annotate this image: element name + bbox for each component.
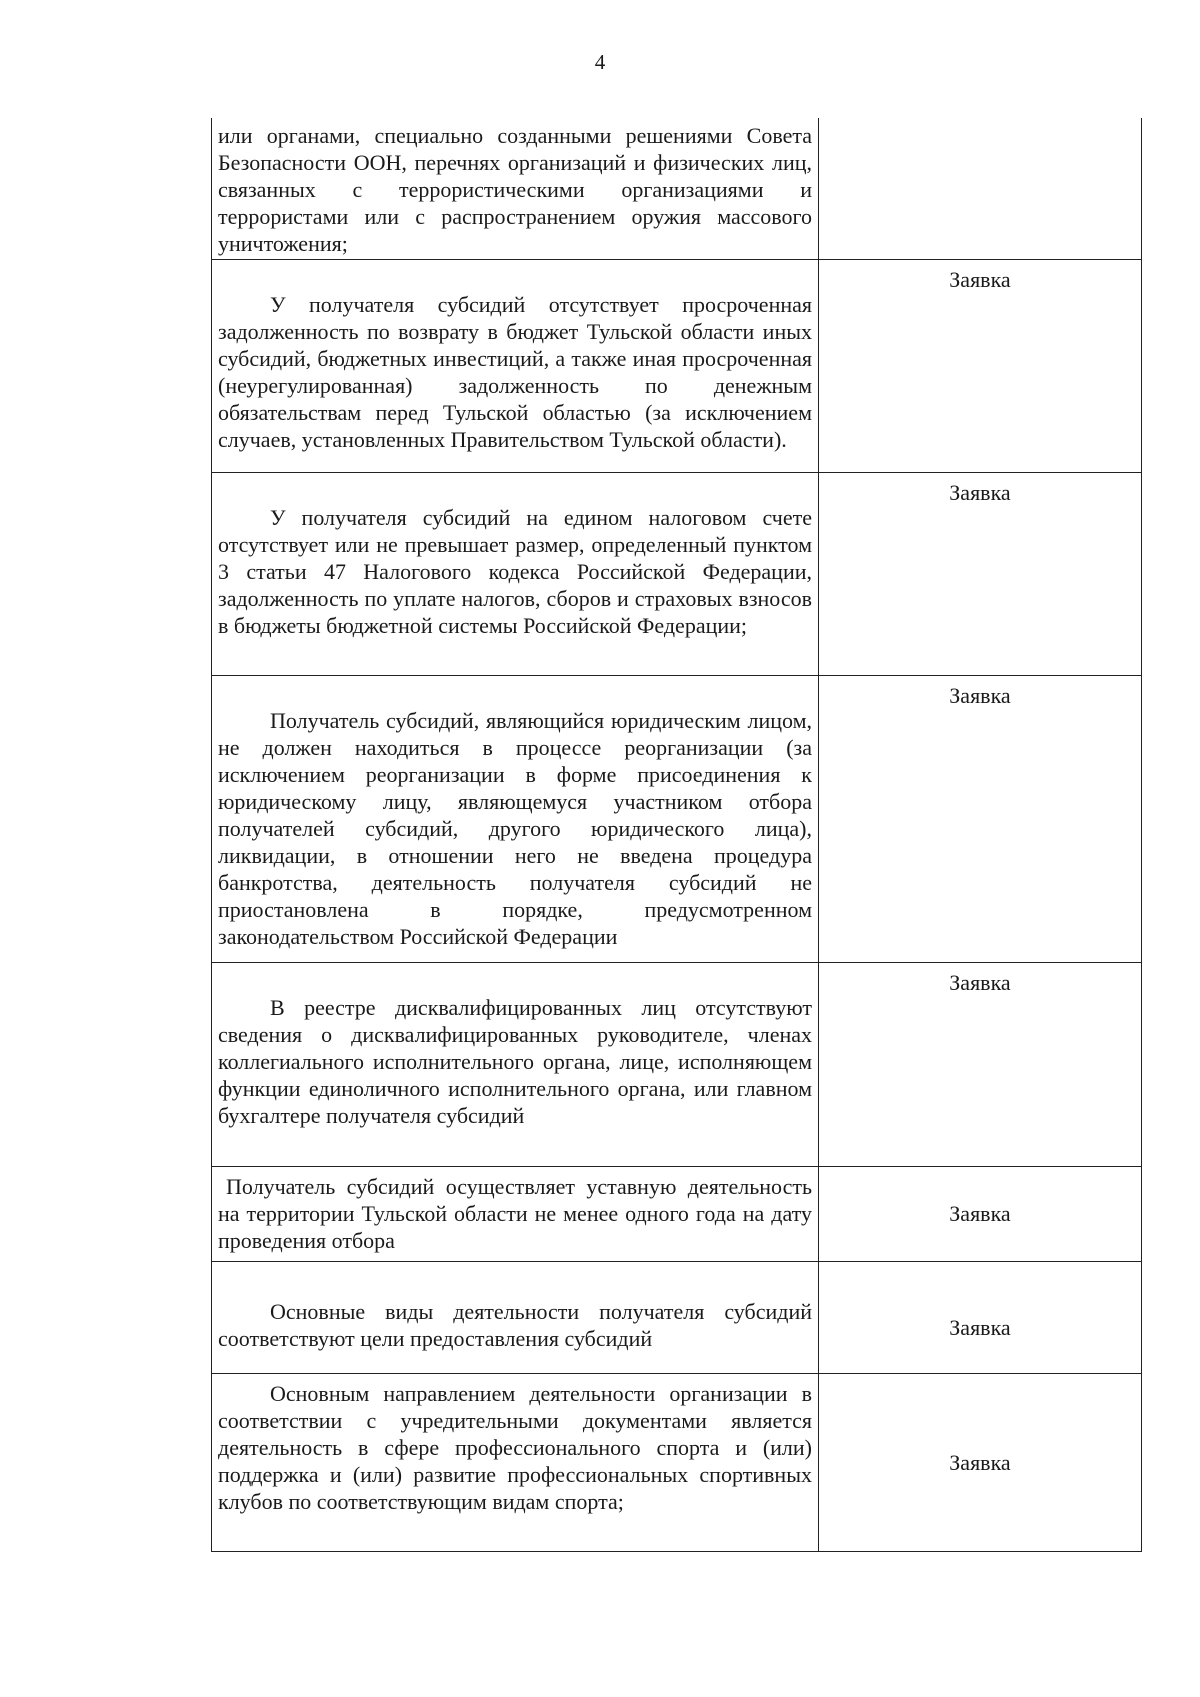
condition-text: У получателя субсидий отсутствует просроченная задолженность по возврату в бюджет Тульской области иных субсидий, бюджетных инвестиций, а также иная просроченная (неурегулированная) задолженность по денежным обязательствам перед Тульской областью (за исключением случаев, установленных Правительством Тульской области).: [218, 292, 812, 452]
table-row: [212, 1262, 1142, 1374]
requirements-table: [211, 118, 1142, 1552]
page-number: 4: [594, 50, 606, 74]
table-row: [212, 676, 1142, 963]
document-cell: Заявка: [819, 260, 1142, 473]
document-cell: Заявка: [819, 676, 1142, 963]
condition-cell: [212, 963, 819, 1167]
condition-cell: [212, 1167, 819, 1262]
table-row: [212, 118, 1142, 260]
document-cell: Заявка: [819, 1262, 1142, 1374]
document-cell: [819, 118, 1142, 260]
condition-text: У получателя субсидий на едином налоговом счете отсутствует или не превышает размер, определенный пунктом 3 статьи 47 Налогового кодекса Российской Федерации, задолженность по уплате налогов, сборов и страховых взносов в бюджеты бюджетной системы Российской Федерации;: [218, 505, 812, 638]
condition-cell: [212, 260, 819, 473]
condition-cell: [212, 1374, 819, 1552]
document-cell: Заявка: [819, 1167, 1142, 1262]
condition-text: Основным направлением деятельности организации в соответствии с учредительными документами является деятельность в сфере профессионального спорта и (или) поддержка и (или) развитие профессиональных спортивных клубов по соответствующим видам спорта;: [218, 1381, 812, 1514]
table-row: [212, 260, 1142, 473]
condition-text: В реестре дисквалифицированных лиц отсутствуют сведения о дисквалифицированных руководителе, членах коллегиального исполнительного органа, лице, исполняющем функции единоличного исполнительного органа, или главном бухгалтере получателя субсидий: [218, 995, 812, 1128]
document-cell: Заявка: [819, 1374, 1142, 1552]
condition-text: Основные виды деятельности получателя субсидий соответствуют цели предоставления субсидий: [218, 1299, 812, 1351]
condition-cell: [212, 473, 819, 676]
condition-cell: [212, 1262, 819, 1374]
table-row: [212, 963, 1142, 1167]
table-row: [212, 1374, 1142, 1552]
condition-cell: [212, 676, 819, 963]
condition-text: или органами, специально созданными решениями Совета Безопасности ООН, перечнях организаций и физических лиц, связанных с террористическими организациями и террористами или с распространением оружия массового уничтожения;: [218, 123, 812, 256]
table-row: [212, 473, 1142, 676]
condition-text: Получатель субсидий, являющийся юридическим лицом, не должен находиться в процессе реорганизации (за исключением реорганизации в форме присоединения к юридическому лицу, являющемуся участником отбора получателей субсидий, другого юридического лица), ликвидации, в отношении него не введена процедура банкротства, деятельность получателя субсидий не приостановлена в порядке, предусмотренном законодательством Российской Федерации: [218, 708, 812, 949]
table-row: [212, 1167, 1142, 1262]
document-cell: Заявка: [819, 473, 1142, 676]
condition-text: Получатель субсидий осуществляет уставную деятельность на территории Тульской области не менее одного года на дату проведения отбора: [218, 1174, 812, 1253]
document-cell: Заявка: [819, 963, 1142, 1167]
condition-cell: [212, 118, 819, 260]
